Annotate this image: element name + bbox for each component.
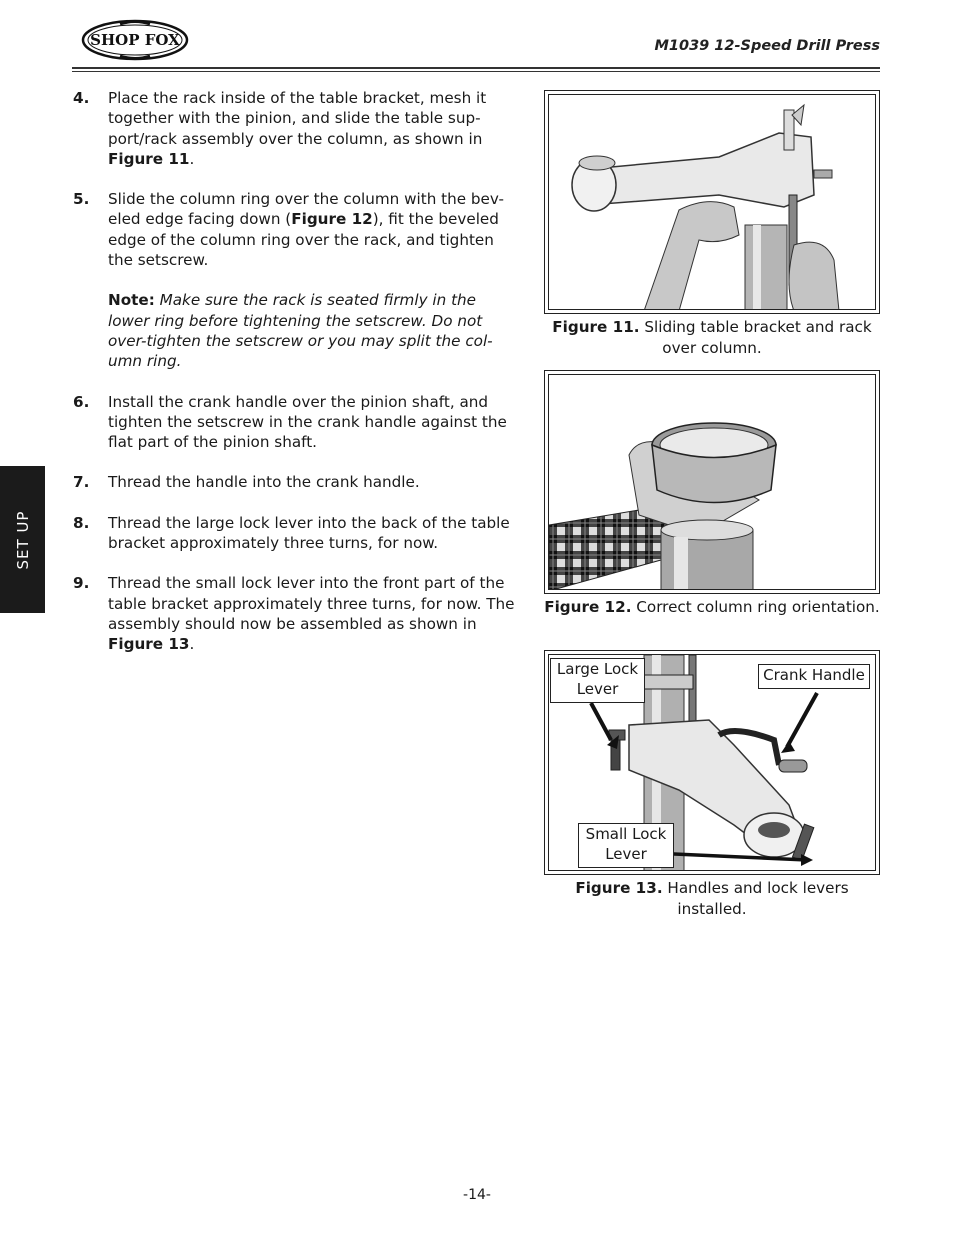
svg-text:SHOP FOX: SHOP FOX (90, 31, 180, 49)
header-rule-thin (72, 71, 880, 72)
figure-reference: Figure 12 (291, 210, 373, 229)
step-6 (73, 392, 518, 453)
callout-crank-handle: Crank Handle (758, 664, 870, 689)
callout-large-lock-lever: Large Lock Lever (550, 658, 645, 703)
step-number: 7. (73, 473, 90, 492)
step-text: Thread the large lock lever into the back of the table bracket approximately three turns, for now. (108, 513, 510, 553)
step-number: 8. (73, 513, 90, 532)
document-title: M1039 12-Speed Drill Press (654, 38, 880, 54)
section-tab (0, 466, 45, 613)
step-number: 5. (73, 190, 90, 209)
figure-13-photo (544, 650, 880, 875)
step-note (108, 290, 518, 371)
step-8 (73, 513, 518, 554)
step-text: Thread the small lock lever into the front part of the table bracket approximately three turns, for now. The assembly should now be assembled as shown in Figure 13. (108, 574, 515, 654)
figure-11-caption: Figure 11. Sliding table bracket and rack over column. (552, 318, 872, 357)
shop-fox-logo (80, 18, 190, 62)
section-tab-label: SET UP (13, 510, 32, 569)
callout-small-lock-lever: Small Lock Lever (578, 823, 674, 868)
step-7 (73, 472, 518, 492)
figure-12-photo (544, 370, 880, 594)
page-number: -14- (463, 1187, 491, 1203)
step-4 (73, 88, 518, 169)
figure-11-photo (544, 90, 880, 314)
step-number: 6. (73, 392, 90, 411)
step-number: 4. (73, 89, 90, 107)
step-9 (73, 573, 518, 654)
step-text: Install the crank handle over the pinion shaft, and tighten the setscrew in the crank handle against the flat part of the pinion shaft. (108, 392, 507, 452)
step-text: Thread the handle into the crank handle. (108, 473, 420, 492)
header-rule (72, 67, 880, 69)
step-text: Slide the column ring over the column with the bev-eled edge facing down (Figure 12), fit the beveled edge of the column ring over the rack, and tighten the setscrew. (108, 190, 504, 270)
step-5 (73, 189, 518, 371)
figure-reference: Figure 11 (108, 149, 190, 168)
figure-label: Figure 12. (544, 598, 632, 616)
instruction-steps (73, 88, 518, 675)
step-text: Place the rack inside of the table bracket, mesh it together with the pinion, and slide the table sup-port/rack assembly over the column, as shown in Figure 11. (108, 89, 487, 168)
figure-reference: Figure 13 (108, 635, 190, 654)
note-label: Note: (108, 291, 155, 310)
note-text: Make sure the rack is seated firmly in the lower ring before tightening the setscrew. Do not over-tighten the setscrew or you may split the col-umn ring. (108, 291, 493, 371)
figure-label: Figure 11. (552, 318, 640, 336)
step-number: 9. (73, 574, 90, 593)
figure-13-caption: Figure 13. Handles and lock levers installed. (575, 879, 849, 918)
figure-label: Figure 13. (575, 879, 663, 897)
figure-12-caption: Figure 12. Correct column ring orientation. (544, 598, 880, 616)
